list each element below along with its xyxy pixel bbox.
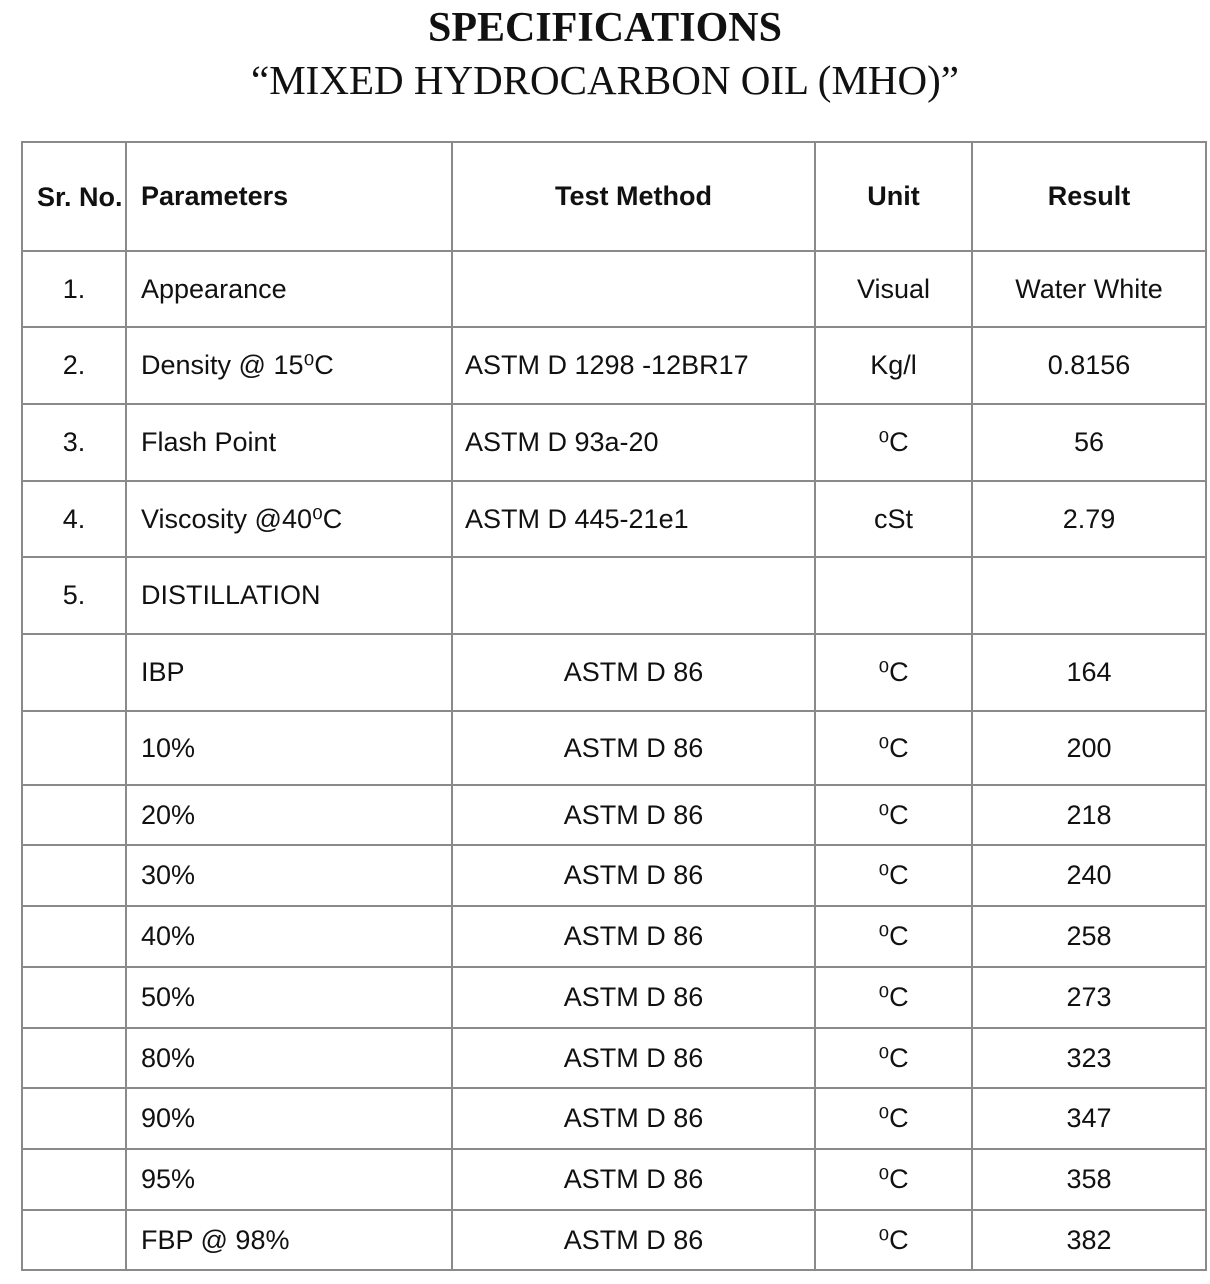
unit-cell: ⁰C: [815, 906, 972, 967]
parameter-cell: 10%: [126, 711, 452, 785]
result-cell: 56: [972, 404, 1206, 481]
sr-no-cell: [22, 711, 126, 785]
parameter-cell: Flash Point: [126, 404, 452, 481]
table-row: [22, 557, 1206, 634]
table-row: [22, 785, 1206, 845]
table-body: [22, 251, 1206, 1270]
table-row: [22, 1088, 1206, 1149]
test-method-cell: ASTM D 86: [452, 1149, 815, 1210]
unit-cell: ⁰C: [815, 404, 972, 481]
test-method-cell: ASTM D 1298 -12BR17: [452, 327, 815, 404]
table-row: [22, 967, 1206, 1028]
sr-no-cell: [22, 845, 126, 906]
result-cell: 258: [972, 906, 1206, 967]
result-cell: 323: [972, 1028, 1206, 1088]
unit-cell: Kg/l: [815, 327, 972, 404]
unit-cell: Visual: [815, 251, 972, 327]
document-subtitle: “MIXED HYDROCARBON OIL (MHO)”: [251, 57, 959, 103]
sr-no-cell: 1.: [22, 251, 126, 327]
parameter-cell: 20%: [126, 785, 452, 845]
table-row: [22, 711, 1206, 785]
sr-no-cell: [22, 967, 126, 1028]
table-row: [22, 1028, 1206, 1088]
specifications-table: [21, 141, 1207, 1271]
parameter-cell: DISTILLATION: [126, 557, 452, 634]
unit-cell: ⁰C: [815, 785, 972, 845]
unit-cell: [815, 557, 972, 634]
parameter-cell: 30%: [126, 845, 452, 906]
table-row: [22, 481, 1206, 557]
result-cell: 240: [972, 845, 1206, 906]
sr-no-cell: 5.: [22, 557, 126, 634]
result-cell: Water White: [972, 251, 1206, 327]
sr-no-cell: 3.: [22, 404, 126, 481]
header-unit: Unit: [815, 142, 972, 251]
parameter-cell: Appearance: [126, 251, 452, 327]
test-method-cell: ASTM D 86: [452, 785, 815, 845]
result-cell: 218: [972, 785, 1206, 845]
parameter-cell: 90%: [126, 1088, 452, 1149]
test-method-cell: ASTM D 86: [452, 1088, 815, 1149]
test-method-cell: [452, 251, 815, 327]
unit-cell: ⁰C: [815, 1028, 972, 1088]
parameter-cell: 80%: [126, 1028, 452, 1088]
result-cell: 347: [972, 1088, 1206, 1149]
result-cell: 164: [972, 634, 1206, 711]
parameter-cell: Viscosity @40⁰C: [126, 481, 452, 557]
test-method-cell: ASTM D 86: [452, 967, 815, 1028]
sr-no-cell: [22, 1088, 126, 1149]
test-method-cell: ASTM D 86: [452, 711, 815, 785]
result-cell: [972, 557, 1206, 634]
table-row: [22, 327, 1206, 404]
unit-cell: ⁰C: [815, 1149, 972, 1210]
result-cell: 2.79: [972, 481, 1206, 557]
test-method-cell: ASTM D 86: [452, 845, 815, 906]
sr-no-cell: [22, 1149, 126, 1210]
test-method-cell: ASTM D 86: [452, 634, 815, 711]
parameter-cell: 95%: [126, 1149, 452, 1210]
sr-no-cell: [22, 785, 126, 845]
test-method-cell: ASTM D 445-21e1: [452, 481, 815, 557]
result-cell: 273: [972, 967, 1206, 1028]
sr-no-cell: [22, 634, 126, 711]
document-title: SPECIFICATIONS: [428, 5, 782, 51]
header-test-method: Test Method: [452, 142, 815, 251]
unit-cell: ⁰C: [815, 634, 972, 711]
test-method-cell: ASTM D 93a-20: [452, 404, 815, 481]
parameter-cell: Density @ 15⁰C: [126, 327, 452, 404]
table-row: [22, 251, 1206, 327]
parameter-cell: FBP @ 98%: [126, 1210, 452, 1270]
parameter-cell: IBP: [126, 634, 452, 711]
test-method-cell: ASTM D 86: [452, 906, 815, 967]
unit-cell: ⁰C: [815, 711, 972, 785]
unit-cell: ⁰C: [815, 967, 972, 1028]
sr-no-cell: 4.: [22, 481, 126, 557]
sr-no-cell: 2.: [22, 327, 126, 404]
header-result: Result: [972, 142, 1206, 251]
parameter-cell: 40%: [126, 906, 452, 967]
table-row: [22, 404, 1206, 481]
test-method-cell: ASTM D 86: [452, 1210, 815, 1270]
sr-no-cell: [22, 906, 126, 967]
result-cell: 200: [972, 711, 1206, 785]
table-row: [22, 634, 1206, 711]
header-parameters: Parameters: [126, 142, 452, 251]
test-method-cell: [452, 557, 815, 634]
result-cell: 382: [972, 1210, 1206, 1270]
table-row: [22, 1210, 1206, 1270]
result-cell: 358: [972, 1149, 1206, 1210]
unit-cell: ⁰C: [815, 1210, 972, 1270]
unit-cell: cSt: [815, 481, 972, 557]
sr-no-cell: [22, 1028, 126, 1088]
unit-cell: ⁰C: [815, 1088, 972, 1149]
unit-cell: ⁰C: [815, 845, 972, 906]
parameter-cell: 50%: [126, 967, 452, 1028]
table-header-row: [22, 142, 1206, 251]
header-sr-no: Sr. No.: [22, 142, 126, 251]
table-row: [22, 845, 1206, 906]
sr-no-cell: [22, 1210, 126, 1270]
table-row: [22, 906, 1206, 967]
test-method-cell: ASTM D 86: [452, 1028, 815, 1088]
table-row: [22, 1149, 1206, 1210]
result-cell: 0.8156: [972, 327, 1206, 404]
